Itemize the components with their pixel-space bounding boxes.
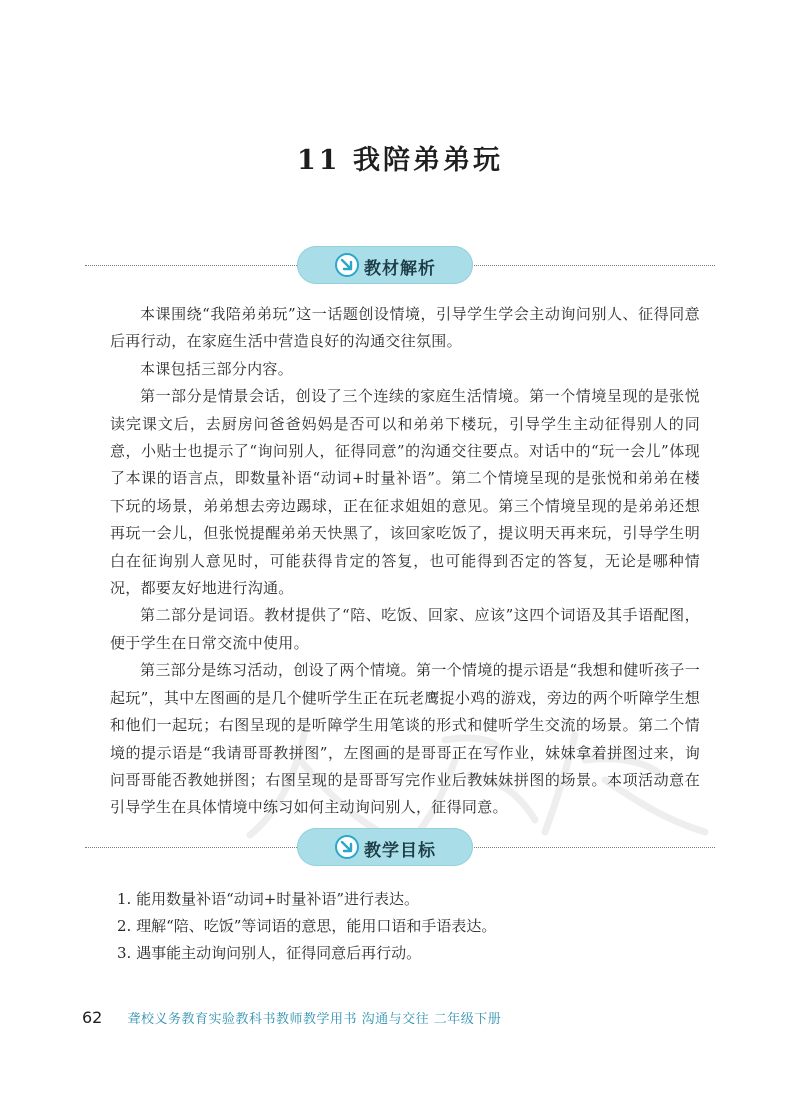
section-header-goals xyxy=(85,827,715,867)
arrow-down-right-icon xyxy=(335,835,359,859)
book-title: 聋校义务教育实验教科书教师教学用书 沟通与交往 二年级下册 xyxy=(127,1012,502,1027)
paragraph: 第三部分是练习活动，创设了两个情境。第一个情境的提示语是“我想和健听孩子一起玩”，其中左图画的是几个健听学生正在玩老鹰捉小鸡的游戏，旁边的两个听障学生想和他们一起玩；右图呈现的是听障学生用笔谈的形式和健听学生交流的场景。第二个情境的提示语是“我请哥哥教拼图”，左图画的是哥哥正在写作业，妹妹拿着拼图过来，询问哥哥能否教她拼图；右图呈现的是哥哥写完作业后教妹妹拼图的场景。本项活动意在引导学生在具体情境中练习如何主动询问别人，征得同意。 xyxy=(110,661,700,817)
paragraph: 本课围绕“我陪弟弟玩”这一话题创设情境，引导学生学会主动询问别人、征得同意后再行动，在家庭生活中营造良好的沟通交往氛围。 xyxy=(110,305,700,351)
page-footer xyxy=(82,1008,501,1027)
lesson-title: 11 我陪弟弟玩 xyxy=(297,145,503,176)
goal-item: 2. 理解“陪、吃饭”等词语的意思，能用口语和手语表达。 xyxy=(117,917,497,935)
goal-item: 1. 能用数量补语“动词+时量补语”进行表达。 xyxy=(117,890,419,908)
section-label-analysis: 教材解析 xyxy=(364,259,436,279)
goals-list xyxy=(117,886,697,967)
page-number: 62 xyxy=(82,1008,103,1027)
paragraph: 第二部分是词语。教材提供了“陪、吃饭、回家、应该”这四个词语及其手语配图，便于学生在日常交流中使用。 xyxy=(110,606,700,652)
section-header-analysis xyxy=(85,245,715,285)
paragraph: 本课包括三部分内容。 xyxy=(140,359,294,378)
goal-item: 3. 遇事能主动询问别人，征得同意后再行动。 xyxy=(117,944,422,962)
section-badge xyxy=(297,246,473,284)
analysis-body xyxy=(110,301,700,822)
arrow-down-right-icon xyxy=(335,253,359,277)
section-label-goals: 教学目标 xyxy=(364,841,436,861)
paragraph: 第一部分是情景会话，创设了三个连续的家庭生活情境。第一个情境呈现的是张悦读完课文后，去厨房问爸爸妈妈是否可以和弟弟下楼玩，引导学生主动征得别人的同意，小贴士也提示了“询问别人，征得同意”的沟通交往要点。对话中的“玩一会儿”体现了本课的语言点，即数量补语“动词+时量补语”。第二个情境呈现的是张悦和弟弟在楼下玩的场景，弟弟想去旁边踢球，正在征求姐姐的意见。第三个情境呈现的是弟弟还想再玩一会儿，但张悦提醒弟弟天快黑了，该回家吃饭了，提议明天再来玩，引导学生明白在征询别人意见时，可能获得肯定的答复，也可能得到否定的答复，无论是哪种情况，都要友好地进行沟通。 xyxy=(110,387,700,598)
section-badge xyxy=(297,828,473,866)
